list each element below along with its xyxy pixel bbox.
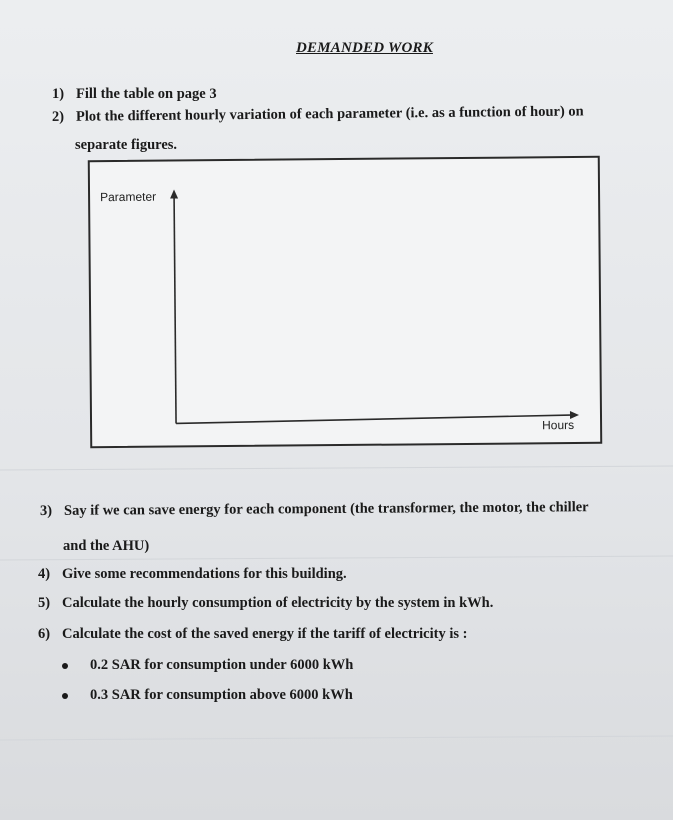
item-2-continuation: separate figures. [75, 137, 178, 153]
bullet-dot-icon [62, 693, 68, 699]
item-1-text: Fill the table on page 3 [76, 86, 217, 102]
item-3-text: Say if we can save energy for each component (the transformer, the motor, the chiller [63, 499, 589, 519]
y-axis-arrow-icon [170, 189, 178, 198]
item-4-text: Give some recommendations for this building. [62, 566, 347, 582]
x-axis-label: Hours [542, 418, 575, 433]
item-6-number: 6) [38, 626, 51, 642]
item-6-text: Calculate the cost of the saved energy if the tariff of electricity is : [62, 626, 468, 642]
bullet-dot-icon [62, 663, 68, 669]
bullet-item-1 [62, 657, 353, 674]
item-1-number: 1) [52, 86, 65, 102]
y-axis-line [174, 197, 176, 423]
x-axis-line [176, 415, 570, 423]
item-3-continuation: and the AHU) [63, 538, 150, 554]
item-2-number: 2) [51, 108, 65, 125]
blank-plot-figure [88, 156, 602, 448]
item-2-text: Plot the different hourly variation of each parameter (i.e. as a function of hour) on [75, 103, 584, 125]
item-3-number: 3) [39, 502, 53, 519]
bullet-item-2 [62, 687, 353, 704]
item-4-number: 4) [38, 566, 51, 582]
item-5-text: Calculate the hourly consumption of electricity by the system in kWh. [62, 595, 494, 611]
bullet-2-text: 0.3 SAR for consumption above 6000 kWh [90, 687, 353, 703]
item-5-number: 5) [38, 595, 51, 611]
item-5 [38, 595, 493, 612]
item-6 [38, 626, 467, 643]
y-axis-label: Parameter [100, 189, 157, 205]
bullet-1-text: 0.2 SAR for consumption under 6000 kWh [90, 657, 354, 673]
item-4 [38, 566, 347, 583]
page-title: DEMANDED WORK [296, 40, 433, 56]
plot-axes [90, 158, 600, 446]
item-1 [52, 86, 217, 103]
